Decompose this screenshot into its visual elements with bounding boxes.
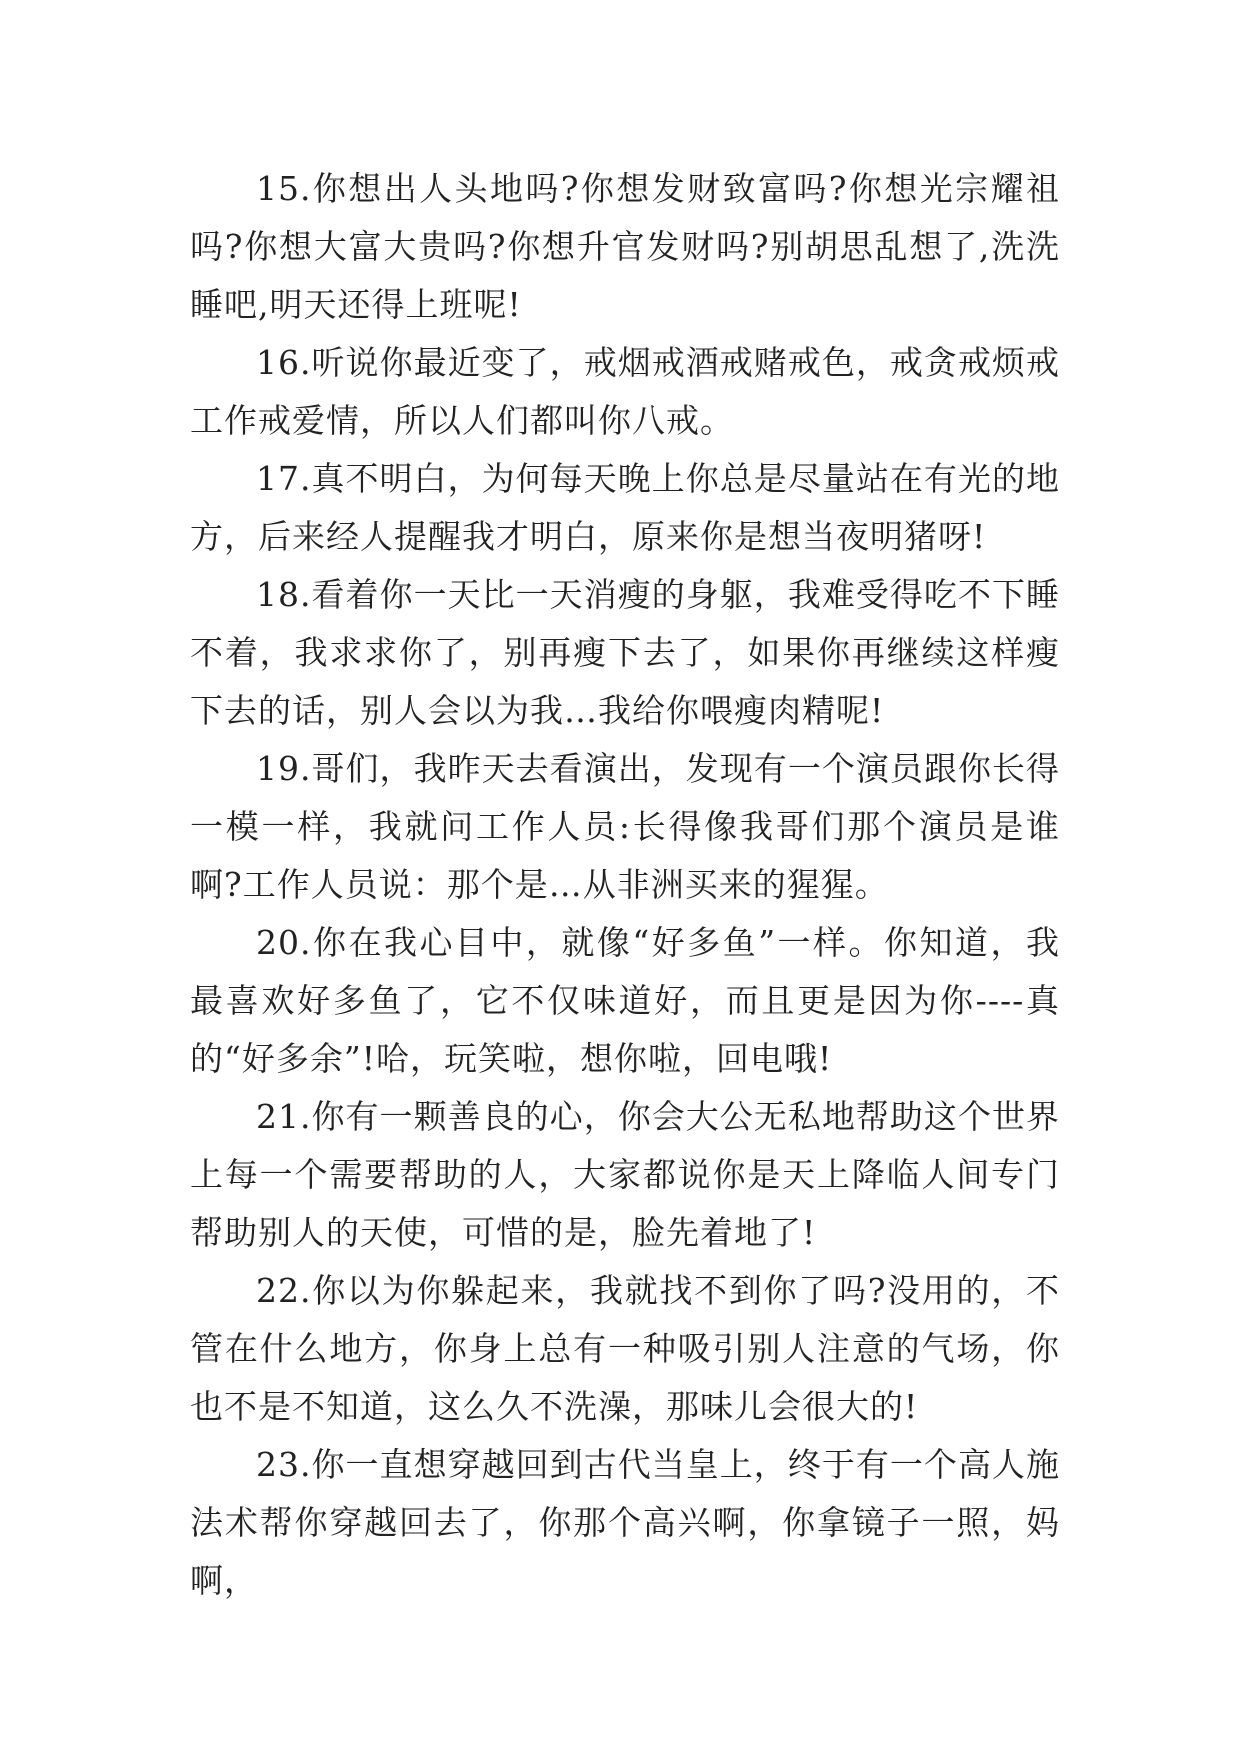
paragraph-20: 20.你在我心目中，就像“好多鱼”一样。你知道，我最喜欢好多鱼了，它不仅味道好，而且更是因为你----真的“好多余”!哈，玩笑啦，想你啦，回电哦! <box>190 923 1060 1078</box>
paragraph-16: 16.听说你最近变了，戒烟戒酒戒赌戒色，戒贪戒烦戒工作戒爱情，所以人们都叫你八戒。 <box>190 343 1060 440</box>
paragraph-18: 18.看着你一天比一天消瘦的身躯，我难受得吃不下睡不着，我求求你了，别再瘦下去了，如果你再继续这样瘦下去的话，别人会以为我…我给你喂瘦肉精呢! <box>190 575 1060 730</box>
paragraph-15: 15.你想出人头地吗?你想发财致富吗?你想光宗耀祖吗?你想大富大贵吗?你想升官发财吗?别胡思乱想了,洗洗睡吧,明天还得上班呢! <box>190 169 1060 324</box>
paragraph-21: 21.你有一颗善良的心，你会大公无私地帮助这个世界上每一个需要帮助的人，大家都说你是天上降临人间专门帮助别人的天使，可惜的是，脸先着地了! <box>190 1097 1060 1252</box>
paragraph-22: 22.你以为你躲起来，我就找不到你了吗?没用的，不管在什么地方，你身上总有一种吸引别人注意的气场，你也不是不知道，这么久不洗澡，那味儿会很大的! <box>190 1271 1060 1426</box>
paragraph-23: 23.你一直想穿越回到古代当皇上，终于有一个高人施法术帮你穿越回去了，你那个高兴啊，你拿镜子一照，妈啊， <box>190 1445 1060 1600</box>
paragraph-17: 17.真不明白，为何每天晚上你总是尽量站在有光的地方，后来经人提醒我才明白，原来你是想当夜明猪呀! <box>190 459 1060 556</box>
paragraph-19: 19.哥们，我昨天去看演出，发现有一个演员跟你长得一模一样，我就问工作人员:长得像我哥们那个演员是谁啊?工作人员说：那个是…从非洲买来的猩猩。 <box>190 749 1060 904</box>
document-body <box>190 160 1060 1610</box>
